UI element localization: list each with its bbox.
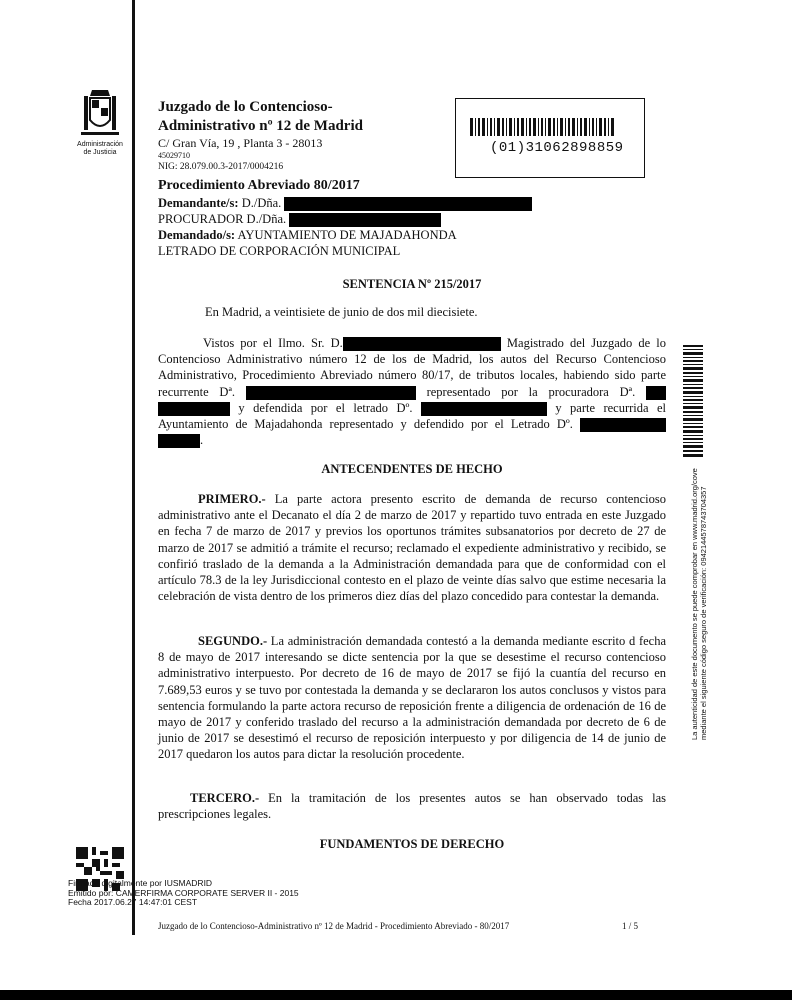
antecedentes-title: ANTECENDENTES DE HECHO [321, 462, 503, 476]
vistos-text-1: Vistos por el Ilmo. Sr. D. [203, 336, 343, 350]
procedure-title: Procedimiento Abreviado 80/2017 [158, 178, 360, 193]
procurador-label: PROCURADOR D./Dña. [158, 212, 287, 226]
redaction-bar [284, 197, 532, 211]
emblem-label [74, 141, 126, 157]
verification-note-line1: La autenticidad de este documento se puede comprobar en www.madrid.org/cove [690, 468, 699, 740]
emblem-label-line1: Administración [77, 141, 123, 148]
verification-note-line2: mediante el siguiente código seguro de verificación: 0942144578743704357 [699, 486, 708, 740]
vistos-text-2: Magistrado del Juzgado de lo Contencioso Administrativo número 12 de los de Madrid, los autos del Recurso Contencioso Administrativo, Procedimiento Abreviado número 80/17, de tributos locales, habiendo sido parte recurrente Dª. [158, 336, 666, 399]
party-demandante [158, 195, 532, 211]
redaction-bar [158, 402, 230, 416]
court-address: C/ Gran Vía, 19 , Planta 3 - 28013 [158, 136, 323, 150]
fundamentos-title: FUNDAMENTOS DE DERECHO [319, 837, 505, 851]
court-code: 45029710 [158, 151, 190, 160]
signature-line2: Emitido por: CAMERFIRMA CORPORATE SERVER II - 2015 [68, 887, 299, 898]
segundo-label: SEGUNDO.- [198, 634, 268, 648]
redaction-bar [646, 386, 666, 400]
tercero-text: En la tramitación de los presentes autos se han observado todas las prescripciones legales. [158, 791, 666, 822]
vistos-paragraph [158, 335, 666, 448]
verification-note [690, 468, 708, 740]
digital-signature [68, 879, 299, 908]
demandado-value: AYUNTAMIENTO DE MAJADAHONDA [237, 228, 457, 242]
signature-line3: Fecha 2017.06.27 14:47:01 CEST [68, 897, 198, 907]
redaction-bar [289, 213, 441, 227]
barcode-icon [470, 118, 616, 136]
tercero-label: TERCERO.- [190, 791, 260, 805]
scan-edge-left [132, 0, 135, 935]
coat-of-arms-emblem [78, 88, 122, 140]
page-number: 1 / 5 [622, 921, 639, 931]
vistos-text-6: . [200, 433, 204, 448]
barcode-box [455, 98, 645, 178]
party-demandado [158, 227, 457, 243]
segundo-paragraph [158, 633, 666, 763]
court-name [158, 98, 363, 136]
sentence-title: SENTENCIA Nº 215/2017 [342, 277, 482, 291]
vistos-text-3: representado por la procuradora Dª. [415, 384, 636, 399]
vistos-text-5: y parte recurrida el Ayuntamiento de Majadahonda representado y defendido por el Letrado Dº. [158, 400, 667, 432]
signature-line1: Firmado digitalmente por IUSMADRID [68, 878, 213, 888]
redaction-bar [158, 434, 200, 448]
primero-label: PRIMERO.- [198, 492, 266, 506]
redaction-bar [580, 418, 666, 432]
segundo-text: La administración demandada contestó a la demanda mediante escrito d fecha 8 de mayo de 2017 interesando se dicte sentencia por la que se desestime el recurso contencioso administrativo interpuesto. Por decreto de 16 de mayo de 2017 se fijó la cuantía del recurso en 7.689,53 euros y se tuvo por contestada la demanda y se declararon los autos conclusos y vistos para sentencia formulando la parte actora recurso de reposición frente a diligencia de ordenación de 16 de mayo de 2017 y conferido traslado del recurso a la administración demandada por decreto de 6 de junio de 2017 se desestimó el recurso de reposición interpuesto y por diligencia de 14 de junio de 2017 quedaron los autos para dictar la resolución procedente. [158, 634, 666, 762]
vistos-text-4: y defendida por el letrado Dº. [230, 400, 413, 415]
demandante-value: D./Dña. [241, 196, 282, 210]
page-footer: Juzgado de lo Contencioso-Administrativo nº 12 de Madrid - Procedimiento Abreviado - 80/2017 [158, 921, 510, 931]
court-name-line1: Juzgado de lo Contencioso- [158, 99, 333, 115]
demandante-label: Demandante/s: [158, 196, 239, 210]
redaction-bar [343, 337, 501, 351]
party-procurador [158, 211, 441, 227]
tercero-paragraph [158, 790, 666, 822]
emblem-label-line2: de Justicia [83, 149, 117, 156]
redaction-bar [421, 402, 547, 416]
place-date: En Madrid, a veintisiete de junio de dos mil diecisiete. [205, 305, 478, 319]
scan-edge-bottom [0, 990, 792, 1000]
demandado-label: Demandado/s: [158, 228, 236, 242]
redaction-bar [246, 386, 416, 400]
primero-paragraph [158, 491, 666, 604]
barcode-number: (01)31062898859 [490, 140, 624, 156]
party-letrado: LETRADO DE CORPORACIÓN MUNICIPAL [158, 244, 401, 258]
court-name-line2: Administrativo nº 12 de Madrid [158, 118, 363, 134]
nig-number: NIG: 28.079.00.3-2017/0004216 [158, 162, 284, 172]
vertical-barcode-icon [683, 345, 703, 457]
primero-text: La parte actora presento escrito de demanda de recurso contencioso administrativo ante el Decanato el día 2 de marzo de 2017 y repartido tuvo entrada en este Juzgado en fecha 7 de marzo de 2017 y previos los oportunos trámites subsanatorios por decreto de 27 de marzo de 2017 se admitió a trámite el recurso; reclamado el expediente administrativo y recibido, se confirió traslado de la demanda a la Administración demandada para que de conformidad con el artículo 78.3 de la ley Jurisdiccional contesto en el plazo de veinte días salvo que estime necesaria la celebración de vista dentro de los primeros diez días del plazo concedido para contestar la demanda. [158, 492, 666, 604]
